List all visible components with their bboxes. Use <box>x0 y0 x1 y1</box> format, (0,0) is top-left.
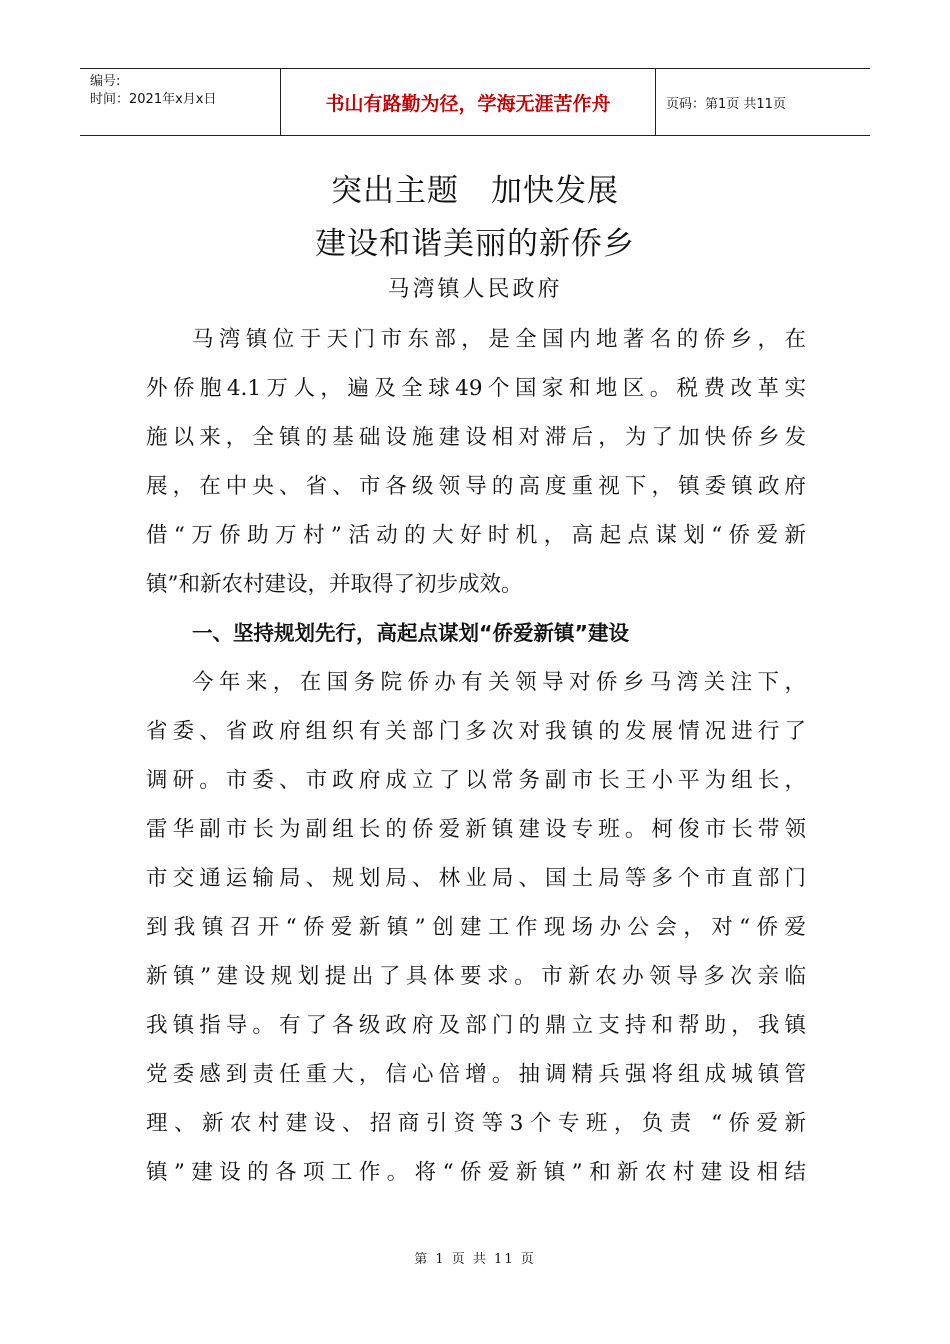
document-author: 马湾镇人民政府 <box>387 277 563 302</box>
body-line: 到我镇召开“侨爱新镇”创建工作现场办公会，对“侨爱 <box>146 915 806 940</box>
header-page-info: 页码：第1页 共11页 <box>666 96 786 112</box>
document-body <box>146 315 806 1197</box>
header-meta-cell <box>80 69 281 135</box>
document-title-line-2: 建设和谐美丽的新侨乡 <box>315 226 635 262</box>
body-line: 新镇”建设规划提出了具体要求。市新农办领导多次亲临 <box>146 964 806 989</box>
body-line: 理、新农村建设、招商引资等3个专班，负责 “侨爱新 <box>146 1111 806 1136</box>
document-time-label: 时间：2021年x月x日 <box>90 92 217 107</box>
body-line: 雷华副市长为副组长的侨爱新镇建设专班。柯俊市长带领 <box>146 817 806 842</box>
body-line: 借“万侨助万村”活动的大好时机，高起点谋划“侨爱新 <box>146 523 806 548</box>
body-line: 外侨胞4.1万人，遍及全球49个国家和地区。税费改革实 <box>146 376 806 401</box>
body-line: 镇”和新农村建设，并取得了初步成效。 <box>146 572 523 597</box>
body-line: 我镇指导。有了各级政府及部门的鼎立支持和帮助，我镇 <box>146 1013 806 1038</box>
header-motto: 书山有路勤为径，学海无涯苦作舟 <box>281 69 656 135</box>
document-number-label: 编号: <box>90 74 121 89</box>
body-line: 马湾镇位于天门市东部，是全国内地著名的侨乡，在 <box>192 327 806 352</box>
body-line: 市交通运输局、规划局、林业局、国土局等多个市直部门 <box>146 866 806 891</box>
body-line: 施以来，全镇的基础设施建设相对滞后，为了加快侨乡发 <box>146 425 806 450</box>
body-line: 省委、省政府组织有关部门多次对我镇的发展情况进行了 <box>146 719 806 744</box>
section-heading: 一、坚持规划先行，高起点谋划“侨爱新镇”建设 <box>192 621 629 645</box>
document-title-line-1: 突出主题 加快发展 <box>331 173 619 209</box>
body-line: 今年来，在国务院侨办有关领导对侨乡马湾关注下， <box>192 670 806 695</box>
body-line: 展，在中央、省、市各级领导的高度重视下，镇委镇政府 <box>146 474 806 499</box>
body-line: 镇”建设的各项工作。将“侨爱新镇”和新农村建设相结 <box>146 1160 806 1185</box>
page-footer: 第 1 页 共 11 页 <box>414 1252 536 1267</box>
body-line: 党委感到责任重大，信心倍增。抽调精兵强将组成城镇管 <box>146 1062 806 1087</box>
header-table <box>80 68 870 136</box>
body-line: 调研。市委、市政府成立了以常务副市长王小平为组长， <box>146 768 806 793</box>
